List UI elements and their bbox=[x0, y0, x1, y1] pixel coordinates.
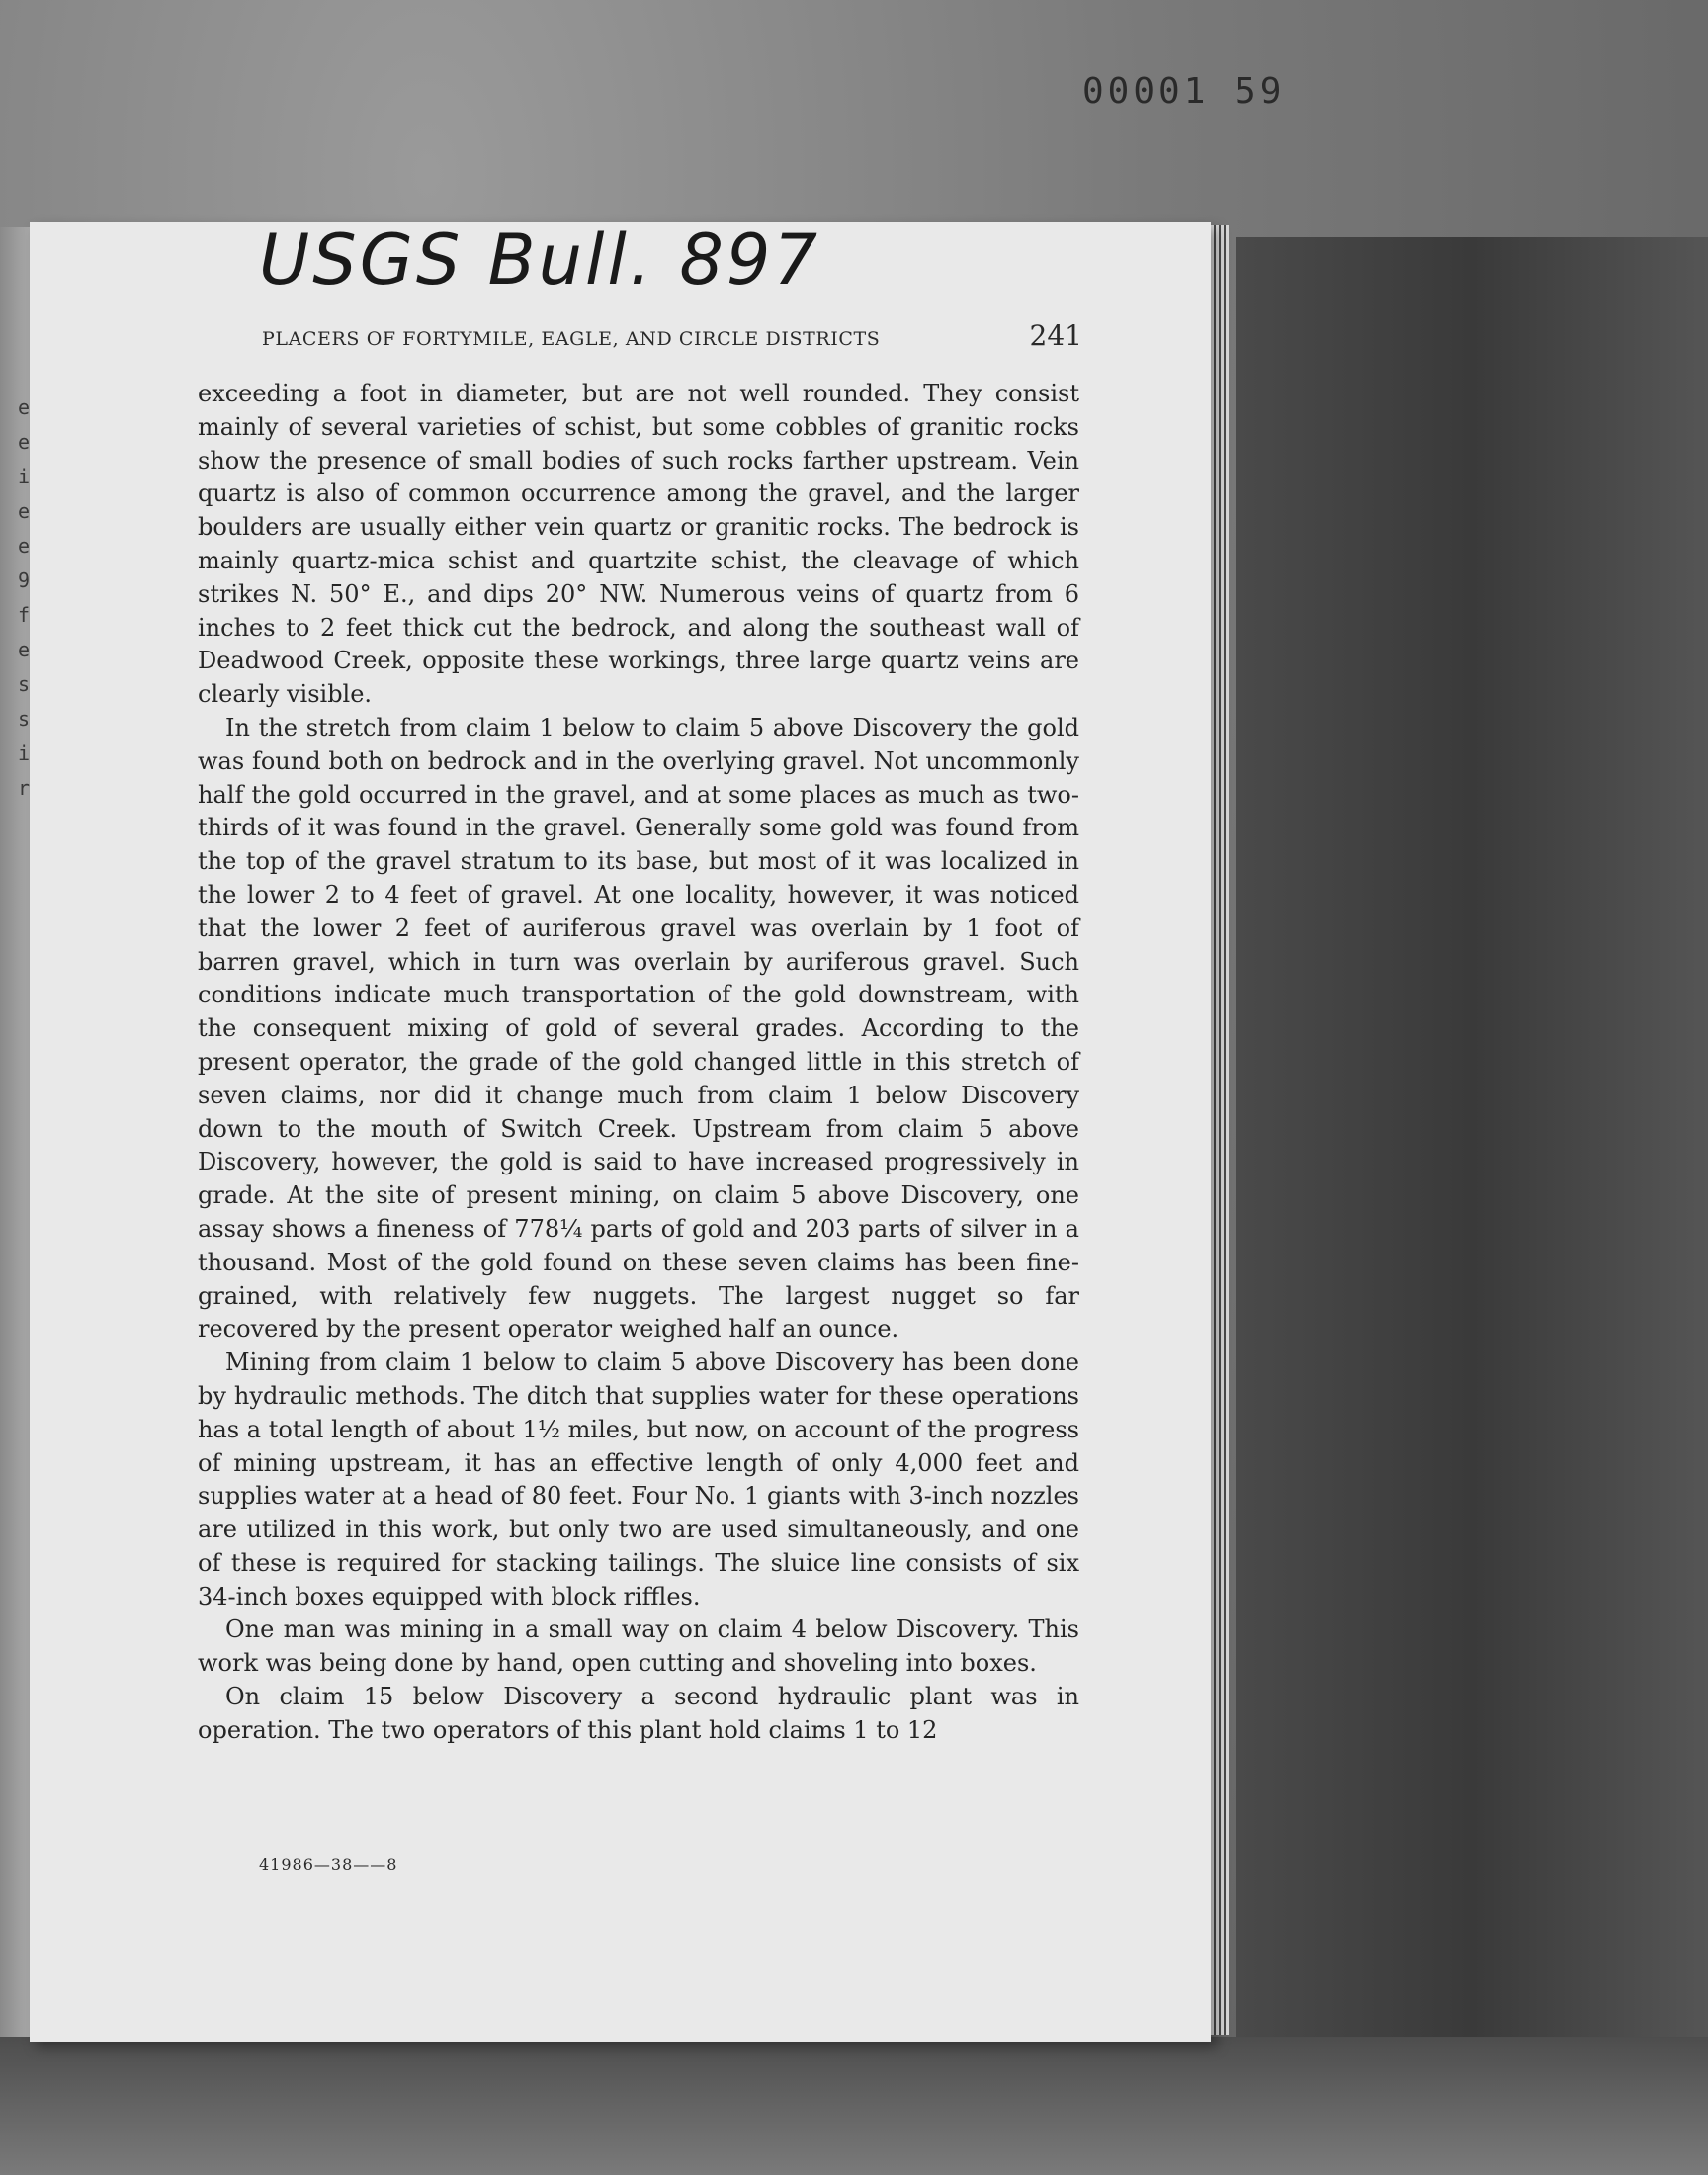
paragraph: On claim 15 below Discovery a second hydraulic plant was in operation. The two operators of this plant hold claims 1 to 12 bbox=[198, 1683, 1079, 1744]
scan-dark-band bbox=[1236, 237, 1708, 2056]
printer-code: 41986—38——8 bbox=[259, 1855, 398, 1873]
margin-letter: r bbox=[18, 776, 31, 800]
margin-letter: e bbox=[18, 395, 31, 419]
margin-letter: s bbox=[18, 672, 31, 696]
margin-letter: f bbox=[18, 603, 31, 627]
archive-stamp-number: 00001 59 bbox=[1082, 71, 1286, 112]
margin-letter: e bbox=[18, 499, 31, 523]
running-head-title: PLACERS OF FORTYMILE, EAGLE, AND CIRCLE DISTRICTS bbox=[262, 328, 881, 350]
margin-letter: i bbox=[18, 465, 31, 488]
paragraph: One man was mining in a small way on claim 4 below Discovery. This work was being done by hand, open cutting and shoveling into boxes. bbox=[198, 1615, 1079, 1678]
margin-letter: s bbox=[18, 707, 31, 731]
margin-letter: e bbox=[18, 638, 31, 661]
paragraph: exceeding a foot in diameter, but are not well rounded. They consist mainly of several varieties of schist, but some cobbles of granitic rocks show the presence of small bodies of such rocks farther upstream. Vein quartz is also of common occurrence among the gravel, and the larger boulders are usually either vein quartz or granitic rocks. The bedrock is mainly quartz-mica schist and quartzite schist, the cleavage of which strikes N. 50° E., and dips 20° NW. Numerous veins of quartz from 6 inches to 2 feet thick cut the bedrock, and along the southeast wall of Deadwood Creek, opposite these workings, three large quartz veins are clearly visible. bbox=[198, 380, 1079, 709]
paragraph: Mining from claim 1 below to claim 5 above Discovery has been done by hydraulic methods. The ditch that supplies water for these operations has a total length of about 1½ miles, but now, on account of the progress of mining upstream, it has an effective length of only 4,000 feet and supplies water at a head of 80 feet. Four No. 1 giants with 3-inch nozzles are utilized in this work, but only two are used simultaneously, and one of these is required for stacking tailings. The sluice line consists of six 34-inch boxes equipped with block riffles. bbox=[198, 1348, 1079, 1610]
page-number: 241 bbox=[1029, 319, 1082, 352]
scan-bottom-shadow bbox=[0, 2037, 1708, 2175]
margin-letter: i bbox=[18, 741, 31, 765]
margin-letter: 9 bbox=[18, 568, 31, 592]
paragraph: In the stretch from claim 1 below to claim 5 above Discovery the gold was found both on bedrock and in the overlying gravel. Not uncommonly half the gold occurred in the gravel, and at some places as much as two-thirds of it was found in the gravel. Generally some gold was found from the top of the gravel stratum to its base, but most of it was localized in the lower 2 to 4 feet of gravel. At one locality, however, it was noticed that the lower 2 feet of auriferous gravel was overlain by 1 foot of barren gravel, which in turn was overlain by auriferous gravel. Such conditions indicate much transportation of the gold downstream, with the consequent mixing of gold of several grades. According to the present operator, the grade of the gold changed little in this stretch of seven claims, nor did it change much from claim 1 below Discovery down to the mouth of Switch Creek. Upstream from claim 5 above Discovery, however, the gold is said to have increased progressively in grade. At the site of present mining, on claim 5 above Discovery, one assay shows a fineness of 778¼ parts of gold and 203 parts of silver in a thousand. Most of the gold found on these seven claims has been fine-grained, with relatively few nuggets. The largest nugget so far recovered by the present operator weighed half an ounce. bbox=[198, 713, 1079, 1344]
margin-letter: e bbox=[18, 534, 31, 558]
handwritten-note: USGS Bull. 897 bbox=[259, 219, 820, 301]
running-head bbox=[262, 319, 1082, 352]
margin-letter: e bbox=[18, 430, 31, 454]
body-text bbox=[198, 378, 1079, 1748]
